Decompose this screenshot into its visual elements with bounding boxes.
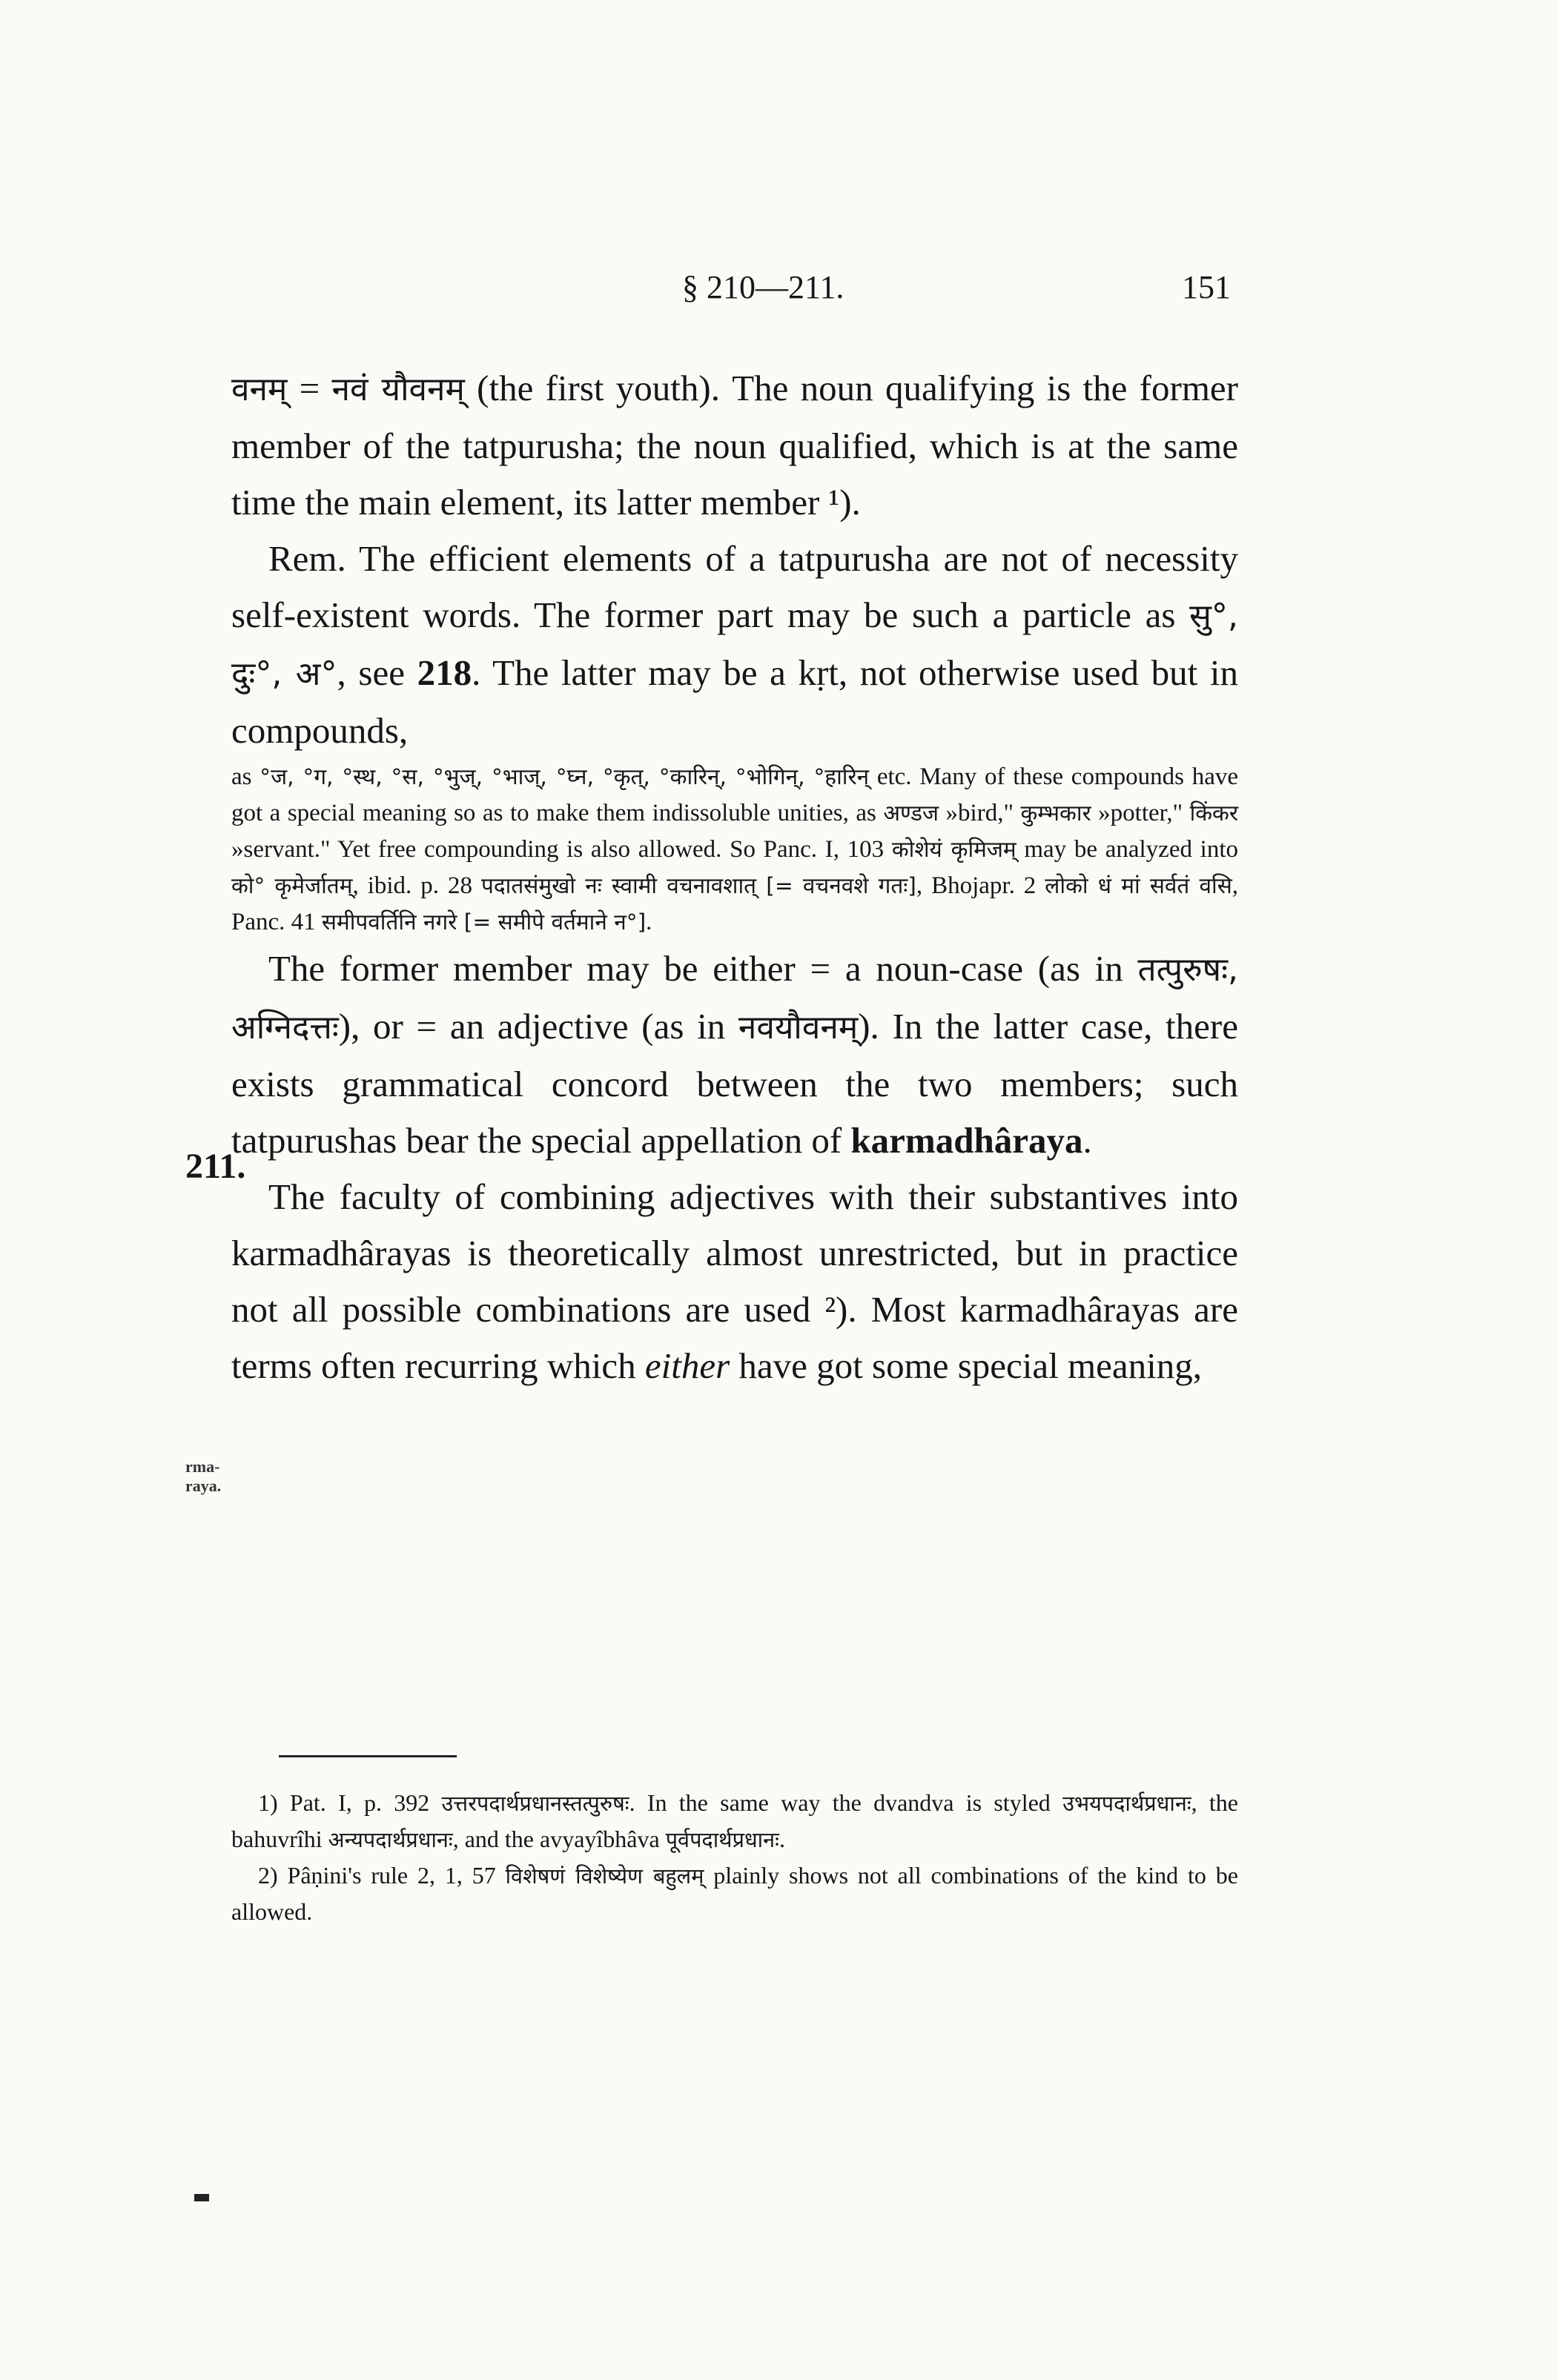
page-number: 151 <box>1182 269 1231 305</box>
footnote-2: 2) Pâṇini's rule 2, 1, 57 विशेषणं विशेष्येण बहुलम् plainly shows not all combinations of the kind to be allowed. <box>231 1862 1239 1925</box>
print-mark <box>194 2194 209 2201</box>
remark-paragraph: Rem. The efficient elements of a tatpurusha are not of necessity self-existent words. The former part may be such a particle as सु°, दुः°, अ°, see 218. The latter may be a kṛt, not otherwise used but in compounds, <box>231 538 1238 751</box>
footnote-separator <box>279 1755 457 1757</box>
devanagari-phrase: नवं यौवनम् <box>331 371 465 408</box>
paragraph-section-211: The former member may be either = a noun-case (as in तत्पुरुषः, अग्निदत्तः), or = an adjective (as in नवयौवनम्). In the latter case, there exists grammatical concord between the two members; such tatpurushas bear the special appellation of karmadhâraya. <box>231 948 1238 1161</box>
devanagari-particles: सु°, दुः°, अ° <box>231 597 1238 693</box>
footnotes <box>231 1785 1238 1929</box>
section-link: 218 <box>417 652 472 693</box>
section-reference: § 210—211. <box>682 269 844 305</box>
term-karmadharaya: karmadhâraya <box>850 1120 1083 1161</box>
devanagari-example: नवयौवनम् <box>738 1009 859 1047</box>
remark-small-print: as °ज, °ग, °स्थ, °स, °भुज्, °भाज्, °घ्न, °कृत्, °कारिन्, °भोगिन्, °हारिन् etc. Many of these compounds have got a special meaning so as to make them indissoluble unities, as अण्डज »bird," कुम्भकार »potter," किंकर »servant." Yet free compounding is also allowed. So Panc. I, 103 कोशेयं कृमिजम् may be analyzed into को° कृमेर्जातम्, ibid. p. 28 पदातसंमुखो नः स्वामी वचनावशात् [= वचनवशे गतः], Bhojapr. 2 लोको धं मां सर्वतं वसि, Panc. 41 समीपवर्तिनि नगरे [= समीपे वर्तमाने न°]. <box>231 763 1239 935</box>
paragraph-text: (the first youth). The noun qualifying is the former member of the tatpurusha; the noun qualified, which is at the same time the main element, its latter member ¹). <box>231 368 1238 523</box>
italic-either: either <box>644 1345 730 1386</box>
margin-note-karmadharaya: rma- raya. <box>185 1457 222 1495</box>
devanagari-suffixes: °ज, °ग, °स्थ, °स, °भुज्, °भाज्, °घ्न, °कृत्, °कारिन्, °भोगिन्, °हारिन् <box>260 764 870 790</box>
paragraph-karmadharaya: The faculty of combining adjectives with their substantives into karmadhârayas is theoretically almost unrestricted, but in practice not all possible combinations are used ²). Most karmadhârayas are terms often recurring which either have got some special meaning, <box>231 1176 1238 1386</box>
footnote-1: 1) Pat. I, p. 392 उत्तरपदार्थप्रधानस्तत्पुरुषः. In the same way the dvandva is styled उभयपदार्थप्रधानः, the bahuvrîhi अन्यपदार्थप्रधानः, and the avyayîbhâva पूर्वपदार्थप्रधानः. <box>231 1789 1239 1852</box>
devanagari-examples: तत्पुरुषः, अग्निदत्तः <box>231 951 1238 1047</box>
main-text <box>231 360 1238 1394</box>
section-number-211: 211. <box>185 1147 246 1186</box>
devanagari-word: वनम् <box>231 371 288 408</box>
running-header <box>0 268 1557 320</box>
paragraph-tatpurusha: वनम् = नवं यौवनम् (the first youth). The noun qualifying is the former member of the tatpurusha; the noun qualified, which is at the same time the main element, its latter member ¹). <box>231 368 1238 523</box>
